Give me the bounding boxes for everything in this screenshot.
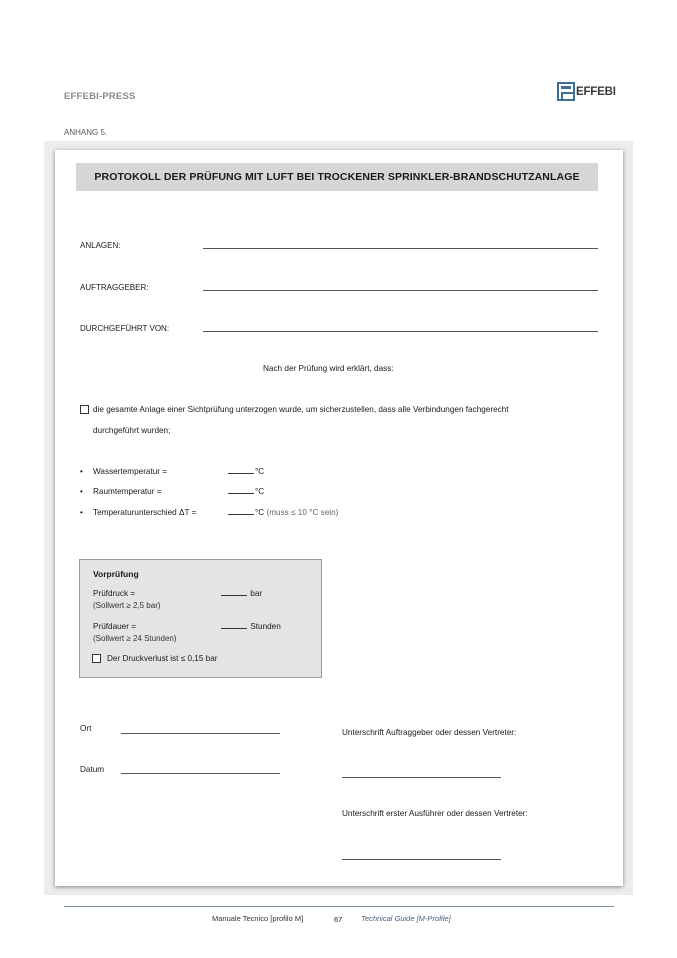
temp-diff-value[interactable] xyxy=(228,508,338,517)
pretest-title: Vorprüfung xyxy=(93,569,139,579)
effebi-logo xyxy=(557,82,615,102)
field-label-auftraggeber: AUFTRAGGEBER: xyxy=(80,283,149,292)
logo-mark-icon xyxy=(557,82,575,101)
blank-line xyxy=(228,514,254,515)
form-title-bar xyxy=(76,163,598,191)
place-label: Ort xyxy=(80,724,92,733)
field-label-anlagen: ANLAGEN: xyxy=(80,241,121,250)
client-signature-line[interactable] xyxy=(342,768,501,778)
duration-label: Prüfdauer = xyxy=(93,622,137,631)
logo-text: EFFEBI xyxy=(576,86,616,98)
pressure-value[interactable] xyxy=(221,589,262,598)
executor-signature-line[interactable] xyxy=(342,850,501,860)
date-line[interactable] xyxy=(121,764,280,774)
duration-unit: Stunden xyxy=(250,622,281,631)
duration-setpoint: (Sollwert ≥ 24 Stunden) xyxy=(93,634,177,643)
pressure-unit: bar xyxy=(250,589,263,598)
blank-line xyxy=(228,493,254,494)
field-label-durchgefuehrt: DURCHGEFÜHRT VON: xyxy=(80,324,170,333)
blank-line xyxy=(221,628,247,629)
executor-signature-label: Unterschrift erster Ausführer oder dessen Vertreter: xyxy=(342,809,528,818)
room-temp-value[interactable] xyxy=(228,487,264,496)
pressure-loss-checkbox[interactable] xyxy=(92,654,101,663)
annex-label: ANHANG 5. xyxy=(64,128,108,137)
bullet-marker: • xyxy=(80,487,83,496)
bullet-marker: • xyxy=(80,508,83,517)
unit-label: °C xyxy=(255,508,265,517)
room-temp-label: Raumtemperatur = xyxy=(93,487,162,496)
unit-label: °C xyxy=(255,467,265,476)
footer-rule xyxy=(64,906,614,907)
visual-inspection-text-2: durchgeführt wurden; xyxy=(93,426,171,435)
bullet-marker: • xyxy=(80,467,83,476)
footer-left-text: Manuale Tecnico [profilo M] xyxy=(212,914,304,923)
client-signature-label: Unterschrift Auftraggeber oder dessen Vertreter: xyxy=(342,728,517,737)
pressure-loss-text: Der Druckverlust ist ≤ 0,15 bar xyxy=(107,654,218,663)
declaration-text: Nach der Prüfung wird erklärt, dass: xyxy=(263,364,394,373)
visual-inspection-checkbox[interactable] xyxy=(80,405,89,414)
field-line-auftraggeber[interactable] xyxy=(203,282,598,291)
pressure-setpoint: (Sollwert ≥ 2,5 bar) xyxy=(93,601,161,610)
unit-label: °C xyxy=(255,487,265,496)
temp-diff-label: Temperaturunterschied ΔT = xyxy=(93,508,197,517)
form-title: PROTOKOLL DER PRÜFUNG MIT LUFT BEI TROCKENER SPRINKLER-BRANDSCHUTZANLAGE xyxy=(94,171,580,183)
visual-inspection-text-1: die gesamte Anlage einer Sichtprüfung unterzogen wurde, um sicherzustellen, dass alle Verbindungen fachgerecht xyxy=(93,405,509,414)
place-line[interactable] xyxy=(121,724,280,734)
blank-line xyxy=(221,595,247,596)
date-label: Datum xyxy=(80,765,105,774)
brand-name: EFFEBI-PRESS xyxy=(64,91,136,102)
water-temp-value[interactable] xyxy=(228,467,264,476)
blank-line xyxy=(228,473,254,474)
page-number: 67 xyxy=(334,915,343,924)
footer-right-text: Technical Guide [M-Profile] xyxy=(361,914,451,923)
duration-value[interactable] xyxy=(221,622,281,631)
protocol-sheet xyxy=(55,150,623,886)
field-line-durchgefuehrt[interactable] xyxy=(203,323,598,332)
water-temp-label: Wassertemperatur = xyxy=(93,467,168,476)
temp-diff-note: (muss ≤ 10 °C sein) xyxy=(266,508,339,517)
pressure-label: Prüfdruck = xyxy=(93,589,136,598)
field-line-anlagen[interactable] xyxy=(203,240,598,249)
